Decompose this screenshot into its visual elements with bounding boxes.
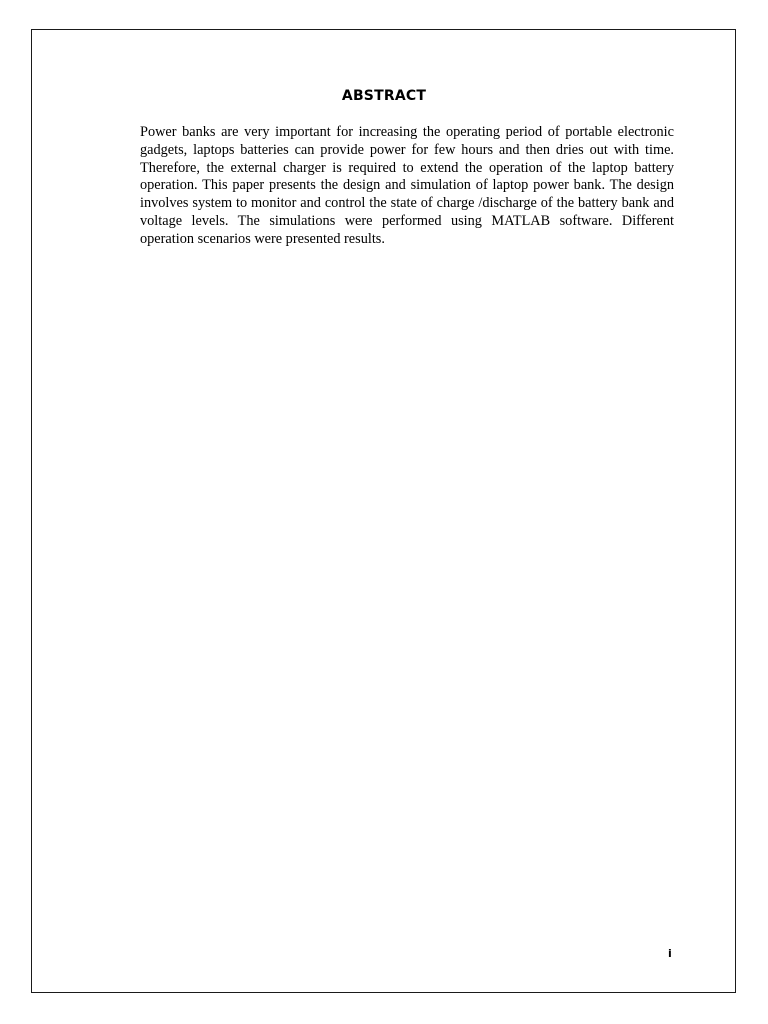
page-number: i [668, 947, 672, 960]
abstract-heading: ABSTRACT [341, 88, 427, 104]
abstract-paragraph: Power banks are very important for increasing the operating period of portable electronic gadgets, laptops batteries can provide power for few hours and then dries out with time. Therefore, the external charger is required to extend the operation of the laptop battery operation. This paper presents the design and simulation of laptop power bank. The design involves system to monitor and control the state of charge /discharge of the battery bank and voltage levels. The simulations were performed using MATLAB software. Different operation scenarios were presented results. [140, 124, 674, 247]
